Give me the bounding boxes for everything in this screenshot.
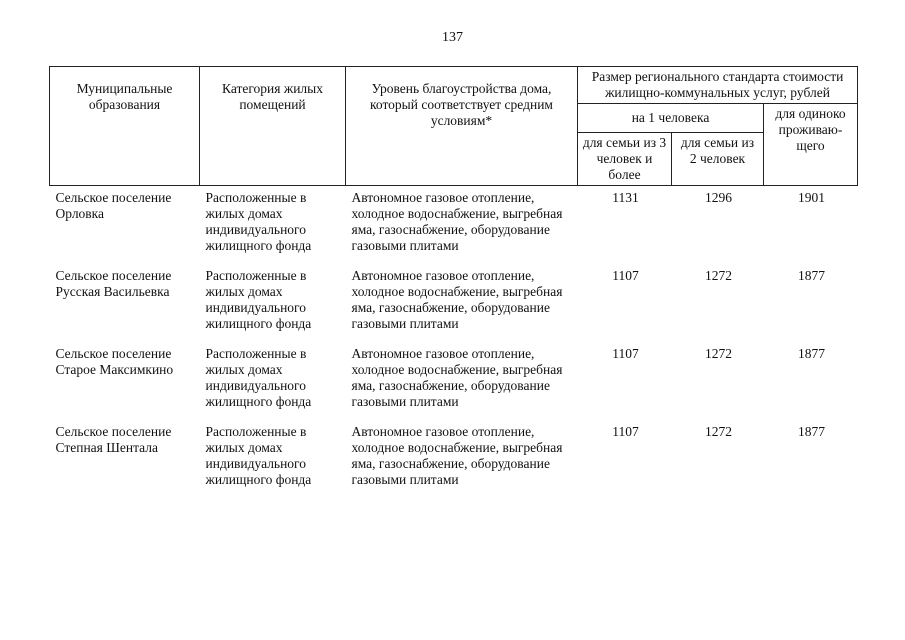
- cell-family-3: 1107: [612, 268, 639, 283]
- cell-family-2: 1272: [705, 346, 732, 361]
- cell-level: Автономное газовое отопление, холодное водоснабжение, выгребная яма, газоснабжение, оборудование газовыми плитами: [351, 190, 563, 253]
- cell-municipality: Сельское поселение Старое Максимкино: [55, 346, 174, 377]
- page-number: 137: [442, 30, 463, 45]
- cell-family-2: 1296: [705, 190, 732, 205]
- cell-family-3: 1131: [612, 190, 639, 205]
- table-row: [50, 268, 858, 346]
- header-family-2: для семьи из 2 человек: [672, 133, 764, 186]
- cell-level: Автономное газовое отопление, холодное водоснабжение, выгребная яма, газоснабжение, оборудование газовыми плитами: [351, 424, 563, 487]
- cell-level: Автономное газовое отопление, холодное водоснабжение, выгребная яма, газоснабжение, оборудование газовыми плитами: [351, 268, 563, 331]
- cell-category: Расположенные в жилых домах индивидуального жилищного фонда: [205, 424, 312, 487]
- cell-single: 1877: [798, 268, 826, 283]
- table-row: [50, 346, 858, 424]
- cell-single: 1901: [798, 190, 826, 205]
- table-row: [50, 424, 858, 502]
- header-single: для одиноко проживаю-щего: [764, 104, 858, 186]
- cell-single: 1877: [798, 424, 826, 439]
- header-category: Категория жилых помещений: [200, 67, 346, 186]
- header-per-person: на 1 человека: [578, 104, 764, 133]
- cell-municipality: Сельское поселение Степная Шентала: [55, 424, 172, 455]
- cell-category: Расположенные в жилых домах индивидуального жилищного фонда: [205, 190, 312, 253]
- table-header: [50, 67, 858, 186]
- cell-family-3: 1107: [612, 346, 639, 361]
- header-level: Уровень благоустройства дома, который соответствует средним условиям*: [346, 67, 578, 186]
- cell-category: Расположенные в жилых домах индивидуального жилищного фонда: [205, 268, 312, 331]
- table-body: [50, 186, 858, 503]
- header-standard: Размер регионального стандарта стоимости жилищно-коммунальных услуг, рублей: [578, 67, 858, 104]
- cell-family-2: 1272: [705, 268, 732, 283]
- header-family-3: для семьи из 3 человек и более: [578, 133, 672, 186]
- header-municipality: Муниципальные образования: [50, 67, 200, 186]
- cell-level: Автономное газовое отопление, холодное водоснабжение, выгребная яма, газоснабжение, оборудование газовыми плитами: [351, 346, 563, 409]
- housing-standard-table: [49, 66, 858, 502]
- cell-municipality: Сельское поселение Орловка: [55, 190, 172, 221]
- cell-category: Расположенные в жилых домах индивидуального жилищного фонда: [205, 346, 312, 409]
- cell-single: 1877: [798, 346, 826, 361]
- cell-family-3: 1107: [612, 424, 639, 439]
- cell-family-2: 1272: [705, 424, 732, 439]
- table-row: [50, 186, 858, 269]
- cell-municipality: Сельское поселение Русская Васильевка: [55, 268, 172, 299]
